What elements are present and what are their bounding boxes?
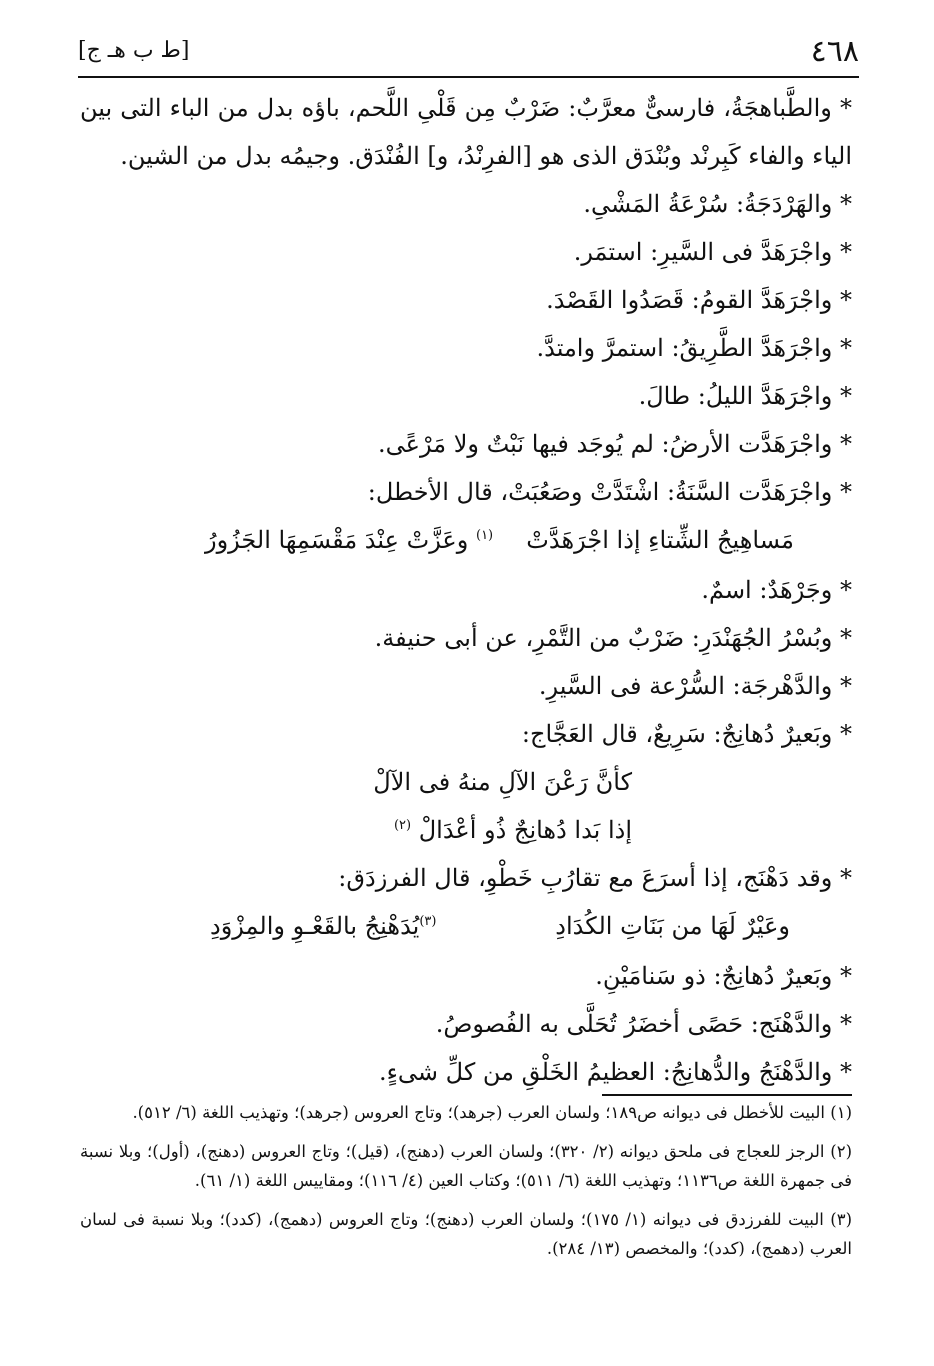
entry-dhunij-sari: * وبَعيرٌ دُهانِجٌ: سَرِيعٌ، قال العَجَّاج: [521,720,852,748]
footnote-3: (٣) البيت للفرزدق فى ديوانه (١/ ١٧٥)؛ ولسان العرب (دهنج)؛ وتاج العروس (دهمج)، (كدد)؛ وبلا نسبة فى لسان العرب (دهمج)، (كدد)؛ والمخصص (١٣/ ٢٨٤). [80,1210,853,1258]
footnote-2: (٢) الرجز للعجاج فى ملحق ديوانه (٢/ ٣٢٠)؛ ولسان العرب (دهنج)، (قيل)؛ وتاج العروس (دهنج)، (أول)؛ وبلا نسبة فى جمهرة اللغة ص١١٣٦؛ وتهذيب اللغة (٦/ ٥١١)؛ وكتاب العين (٤/ ١١٦)؛ ومقاييس اللغة (١/ ٦١). [80,1142,852,1190]
rajaz-line-1: كأنَّ رَعْنَ الآلِ منهُ فى الآلْ [373,768,632,796]
verse-second-hemistich: $^{(١)}$ وعَزَّتْ عِنْدَ مَقْسَمِهَا الجَزُورُ [205,526,494,554]
entry-jarhada-ard: * واجْرَهَدَّت الأرضُ: لم يُوجَد فيها نَبْتٌ ولا مَرْعًى. [378,430,852,458]
entry-jarhada-layl: * واجْرَهَدَّ الليلُ: طالَ. [638,382,852,410]
entry-dhunij-sanam: * وبَعيرٌ دُهانِجٌ: ذو سَنامَيْنِ. [595,962,852,990]
entry-jarhad: * وجَرْهَدٌ: اسمٌ. [701,576,852,604]
page-header [78,30,859,76]
entry-hardaja: * والهَرْدَجَةُ: سُرْعَةُ المَشْىِ. [583,190,852,218]
verse-second-hemistich: $^{(٣)}$يُدَهْنِجُ بالقَعْـوِ والمِزْوَدِ [210,912,437,940]
entry-juhandar: * وبُسْرُ الجُهَنْدَرِ: ضَرْبٌ من التَّمْرِ، عن أبى حنيفة. [374,624,852,652]
entry-dahnaja: * وقد دَهْنَج، إذا أسرَعَ مع تقارُبِ خَطْوِ، قال الفرزدَق: [338,864,852,892]
footnote-marker: (١) [475,528,494,543]
footnote-marker: (٣) [419,914,437,929]
verse-akhtal [80,516,852,566]
entry-dahraja: * والدَّهْرجَة: السُّرْعة فى السَّيرِ. [538,672,852,700]
verse-first-hemistich: مَساهِيجُ الشِّتاءِ إذا اجْرَهَدَّتْ [526,526,794,554]
root-tag: [ط ب هـ ج] [78,38,190,63]
entry-jarhada-sana: * واجْرَهَدَّت السَّنَةُ: اشْتَدَّتْ وصَعُبَتْ، قال الأخطل: [367,478,852,506]
verse-farazdaq [80,902,852,952]
footnotes [80,1098,852,1273]
main-text [80,84,852,1096]
verse-first-hemistich: وعَيْرٌ لَهَا من بَنَاتِ الكُدَادِ [555,912,790,940]
rajaz-line-2: إذا بَدا دُهانِجٌ ذُو أعْدَالْ $^{(٢)}$ [393,816,632,844]
entry-jarhada-tariq: * واجْرَهَدَّ الطَّرِيقُ: استمرَّ وامتدَّ. [536,334,852,362]
entry-jarhada-sayr: * واجْرَهَدَّ فى السَّيرِ: استمَر. [573,238,852,266]
page-number: ٤٦٨ [810,34,859,69]
footnote-rule [602,1094,852,1096]
footnote-1: (١) البيت للأخطل فى ديوانه ص١٨٩؛ ولسان العرب (جرهد)؛ وتاج العروس (جرهد)؛ وتهذيب اللغة (٦/ ٥١٢). [132,1103,852,1122]
entry-dahnaj-azim: * والدَّهْنَجُ والدُّهانِجُ: العظيمُ الخَلْقِ من كلِّ شىءٍ. [378,1058,852,1086]
header-rule [78,76,859,78]
footnote-marker: (٢) [393,818,412,833]
entry-dahnaj-hasa: * والدَّهْنَج: حَصًى أخضَرُ تُحَلَّى به الفُصوصُ. [435,1010,852,1038]
entry-jarhada-qawm: * واجْرَهَدَّ القومُ: قَصَدُوا القَصْدَ. [546,286,852,314]
entry-tabahija: * والطَّباهجَةُ، فارسىٌّ معرَّبٌ: ضَرْبٌ مِن قَلْىِ اللَّحم، باؤه بدل من الباء التى بين الياء والفاء كَبِرنْد وبُنْدَق الذى هو [الفرِنْدُ، و] الفُنْدَق. وجيمُه بدل من الشين. [80,94,852,170]
